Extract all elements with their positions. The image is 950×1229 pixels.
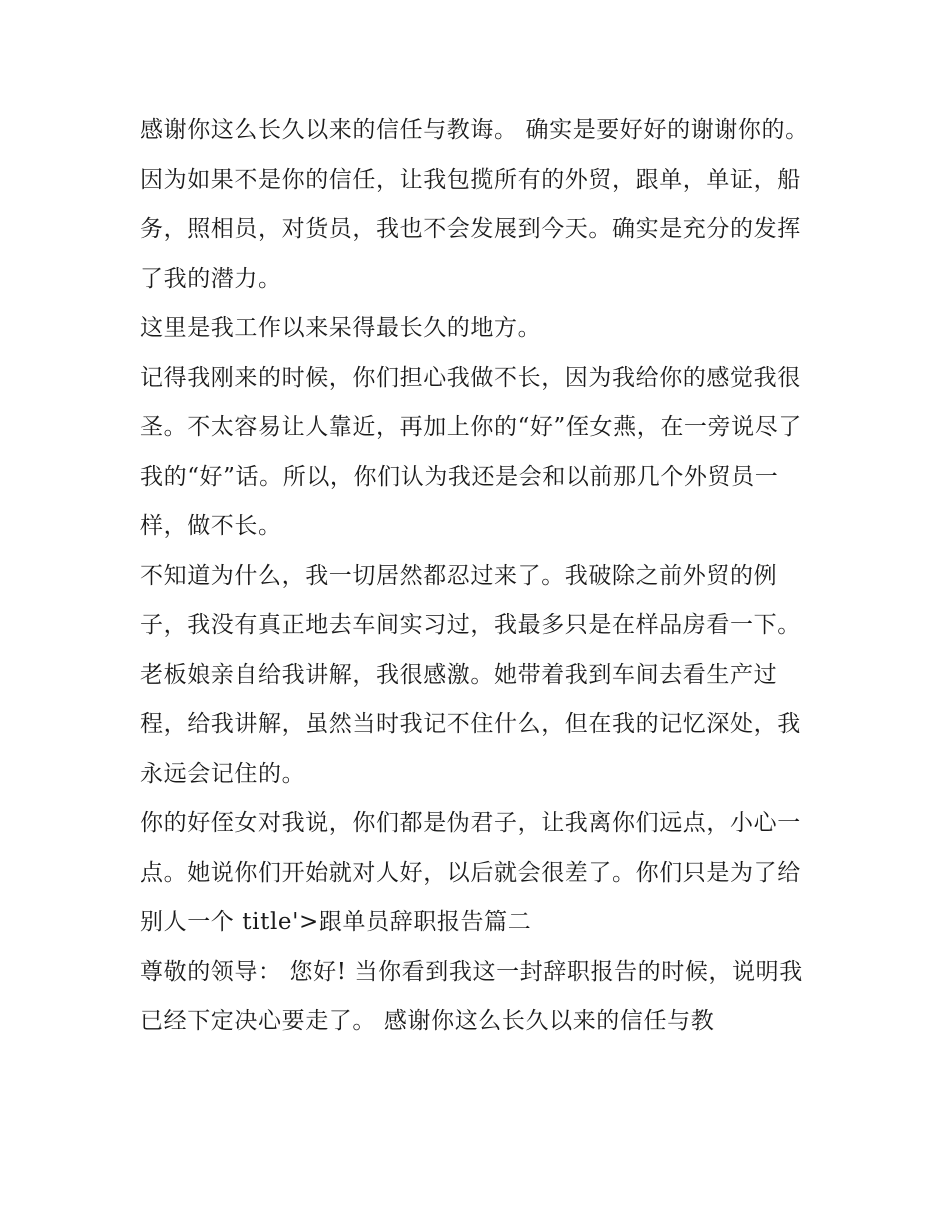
paragraph-3: 这里是我工作以来呆得最长久的地方。 [140,315,542,341]
paragraph-1: 感谢你这么长久以来的信任与教诲。 确实是要好好的谢谢你的。 [140,117,809,143]
paragraph-2: 因为如果不是你的信任，让我包揽所有的外贸，跟单，单证，船务，照相员，对货员，我也不会发展到今天。确实是充分的发挥了我的潜力。 [140,166,801,292]
paragraph-4: 记得我刚来的时候，你们担心我做不长，因为我给你的感觉我很圣。不太容易让人靠近，再加上你的“好”侄女燕，在一旁说尽了我的“好”话。所以，你们认为我还是会和以前那几个外贸员一样，做不长。 [140,364,802,539]
paragraph-7: 尊敬的领导： 您好! 当你看到我这一封辞职报告的时候，说明我已经下定决心要走了。 感谢你这么长久以来的信任与教 [140,958,803,1034]
document-body [140,106,820,1047]
paragraph-5: 不知道为什么，我一切居然都忍过来了。我破除之前外贸的例子，我没有真正地去车间实习过，我最多只是在样品房看一下。老板娘亲自给我讲解，我很感激。她带着我到车间去看生产过程，给我讲解，虽然当时我记不住什么，但在我的记忆深处，我永远会记住的。 [140,562,801,787]
paragraph-6: 你的好侄女对我说，你们都是伪君子，让我离你们远点，小心一点。她说你们开始就对人好，以后就会很差了。你们只是为了给别人一个 title'>跟单员辞职报告篇二 [140,810,801,935]
